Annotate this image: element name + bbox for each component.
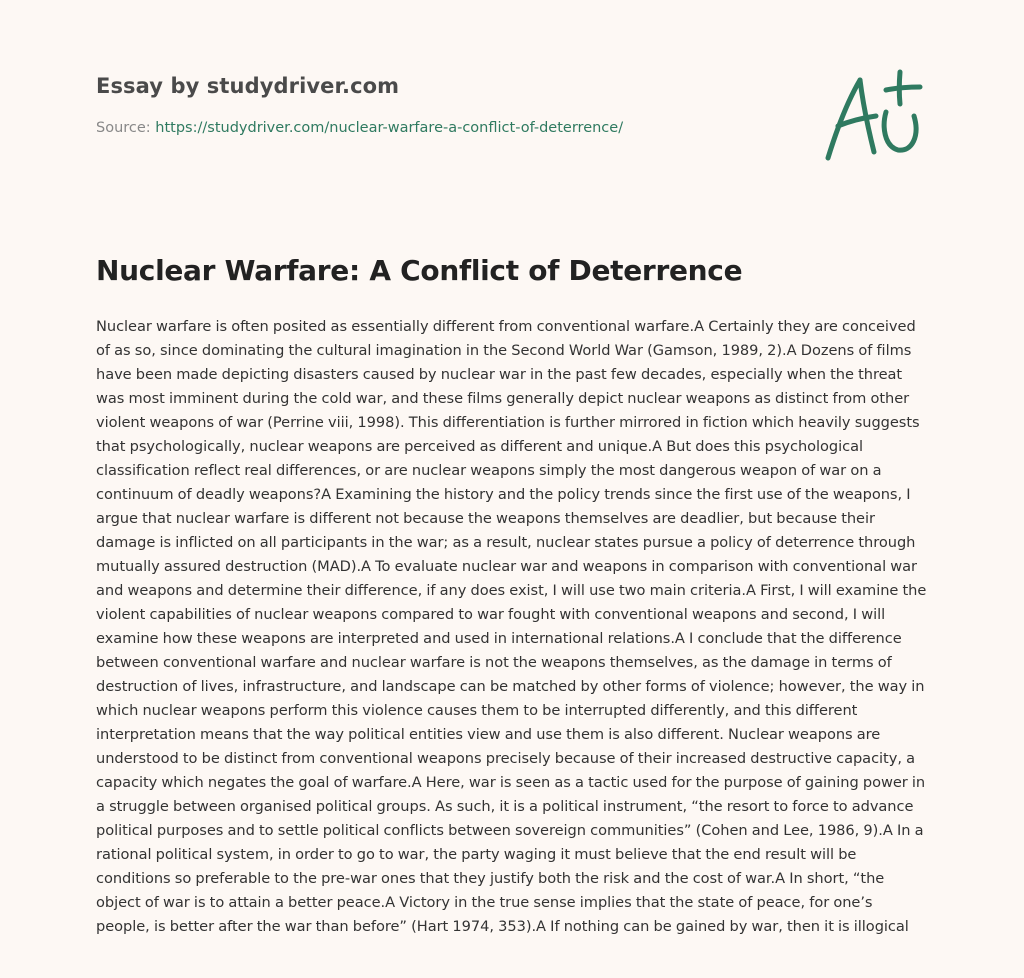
article-title: Nuclear Warfare: A Conflict of Deterrence xyxy=(96,254,743,287)
page-header xyxy=(96,74,796,136)
brand-heading: Essay by studydriver.com xyxy=(96,74,400,98)
source-label: Source: xyxy=(96,120,156,136)
article-body: Nuclear warfare is often posited as essentially different from conventional warfare.A Certainly they are conceived of as so, since dominating the cultural imagination in the Second World War (Gamson, 1989, 2).A Dozens of films have been made depicting disasters caused by nuclear war in the past few decades, especially when the threat was most imminent during the cold war, and these films generally depict nuclear weapons as distinct from other violent weapons of war (Perrine viii, 1998). This differentiation is further mirrored in fiction which heavily suggests that psychologically, nuclear weapons are perceived as different and unique.A But does this psychological classification reflect real differences, or are nuclear weapons simply the most dangerous weapon of war on a continuum of deadly weapons?A Examining the history and the policy trends since the first use of the weapons, I argue that nuclear warfare is different not because the weapons themselves are deadlier, but because their damage is inflicted on all participants in the war; as a result, nuclear states pursue a policy of deterrence through mutually assured destruction (MAD).A To evaluate nuclear war and weapons in comparison with conventional war and weapons and determine their difference, if any does exist, I will use two main criteria.A First, I will examine the violent capabilities of nuclear weapons compared to war fought with conventional weapons and second, I will examine how these weapons are interpreted and used in international relations.A I conclude that the difference between conventional warfare and nuclear warfare is not the weapons themselves, as the damage in terms of destruction of lives, infrastructure, and landscape can be matched by other forms of violence; however, the way in which nuclear weapons perform this violence causes them to be interrupted differently, and this different interpretation means that the way political entities view and use them is also different. Nuclear weapons are understood to be distinct from conventional weapons precisely because of their increased destructive capacity, a capacity which negates the goal of warfare.A Here, war is seen as a tactic used for the purpose of gaining power in a struggle between organised political groups. As such, it is a political instrument, “the resort to force to advance political purposes and to settle political conflicts between sovereign communities” (Cohen and Lee, 1986, 9).A In a rational political system, in order to go to war, the party waging it must believe that the end result will be conditions so preferable to the pre-war ones that they justify both the risk and the cost of war.A In short, “the object of war is to attain a better peace.A Victory in the true sense implies that the state of peace, for one’s people, is better after the war than before” (Hart 1974, 353).A If nothing can be gained by war, then it is illogical xyxy=(96,318,927,935)
a-plus-logo-icon xyxy=(820,66,930,166)
source-line xyxy=(96,120,796,136)
source-link[interactable]: https://studydriver.com/nuclear-warfare-a-conflict-of-deterrence/ xyxy=(155,120,624,136)
